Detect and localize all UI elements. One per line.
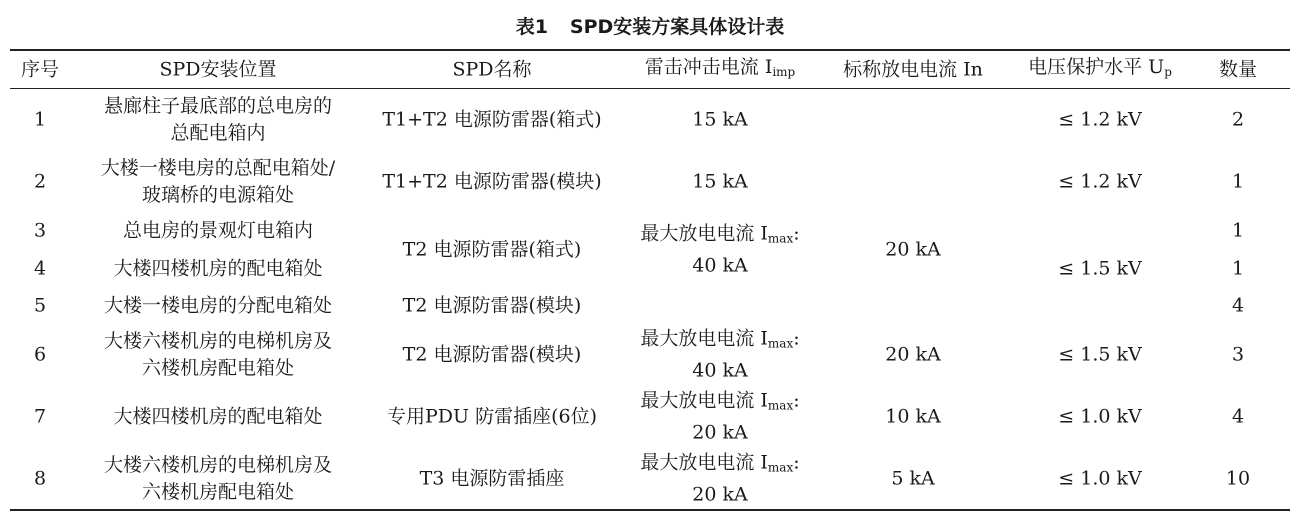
row3-4-imax: 最大放电电流 $I_{max}$: 40 kA — [640, 222, 800, 277]
row8-no: 8 — [33, 467, 47, 490]
row1-name: T1+T2 电源防雷器(箱式) — [382, 108, 602, 131]
table-caption: SPD安装方案具体设计表 — [569, 16, 785, 38]
row6-location: 大楼六楼机房的电梯机房及 六楼机房配电箱处 — [103, 330, 333, 379]
row3-location: 总电房的景观灯电箱内 — [122, 219, 314, 242]
header-name: SPD名称 — [452, 58, 532, 81]
row4-5-up: ≤ 1.5 kV — [1058, 257, 1142, 280]
row1-qty: 2 — [1231, 108, 1245, 131]
row7-location: 大楼四楼机房的配电箱处 — [113, 405, 323, 428]
row6-name: T2 电源防雷器(模块) — [402, 343, 582, 366]
row3-4-in: 20 kA — [885, 238, 941, 261]
row8-imax: 最大放电电流 $I_{max}$: 20 kA — [640, 451, 800, 506]
bottom-rule — [10, 509, 1290, 511]
row7-name: 专用PDU 防雷插座(6位) — [387, 405, 597, 428]
row3-4-name: T2 电源防雷器(箱式) — [402, 238, 582, 261]
row5-name: T2 电源防雷器(模块) — [402, 294, 582, 317]
row1-no: 1 — [33, 108, 47, 131]
row2-up: ≤ 1.2 kV — [1058, 170, 1142, 193]
header-iimp: 雷击冲击电流 $I_{imp}$ — [644, 56, 796, 79]
row7-in: 10 kA — [885, 405, 941, 428]
header-no: 序号 — [20, 58, 60, 81]
top-rule — [10, 49, 1290, 51]
row8-location: 大楼六楼机房的电梯机房及 六楼机房配电箱处 — [103, 454, 333, 503]
header-qty: 数量 — [1218, 58, 1258, 81]
row4-qty: 1 — [1231, 257, 1245, 280]
row2-no: 2 — [33, 170, 47, 193]
row6-no: 6 — [33, 343, 47, 366]
row7-qty: 4 — [1231, 405, 1245, 428]
row5-location: 大楼一楼电房的分配电箱处 — [103, 294, 333, 317]
row2-location: 大楼一楼电房的总配电箱处/ 玻璃桥的电源箱处 — [100, 157, 336, 206]
row3-qty: 1 — [1231, 219, 1245, 242]
row8-in: 5 kA — [891, 467, 935, 490]
row5-qty: 4 — [1231, 294, 1245, 317]
row1-iimp: 15 kA — [692, 108, 748, 131]
row6-up: ≤ 1.5 kV — [1058, 343, 1142, 366]
header-up: 电压保护水平 $U_p$ — [1028, 56, 1172, 79]
row6-in: 20 kA — [885, 343, 941, 366]
row7-imax: 最大放电电流 $I_{max}$: 20 kA — [640, 389, 800, 444]
table-title — [0, 12, 1300, 39]
row6-imax: 最大放电电流 $I_{max}$: 40 kA — [640, 327, 800, 382]
row4-location: 大楼四楼机房的配电箱处 — [113, 257, 323, 280]
row8-up: ≤ 1.0 kV — [1058, 467, 1142, 490]
row7-up: ≤ 1.0 kV — [1058, 405, 1142, 428]
header-location: SPD安装位置 — [159, 58, 277, 81]
row2-qty: 1 — [1231, 170, 1245, 193]
row4-no: 4 — [33, 257, 47, 280]
row1-up: ≤ 1.2 kV — [1058, 108, 1142, 131]
row2-name: T1+T2 电源防雷器(模块) — [382, 170, 602, 193]
row8-name: T3 电源防雷插座 — [419, 467, 565, 490]
table-number: 表1 — [515, 16, 548, 38]
row6-qty: 3 — [1231, 343, 1245, 366]
row7-no: 7 — [33, 405, 47, 428]
row2-iimp: 15 kA — [692, 170, 748, 193]
row1-location: 悬廊柱子最底部的总电房的 总配电箱内 — [103, 95, 333, 144]
header-in: 标称放电电流 In — [843, 58, 983, 81]
row5-no: 5 — [33, 294, 47, 317]
row8-qty: 10 — [1225, 467, 1251, 490]
header-rule — [10, 88, 1290, 89]
row3-no: 3 — [33, 219, 47, 242]
